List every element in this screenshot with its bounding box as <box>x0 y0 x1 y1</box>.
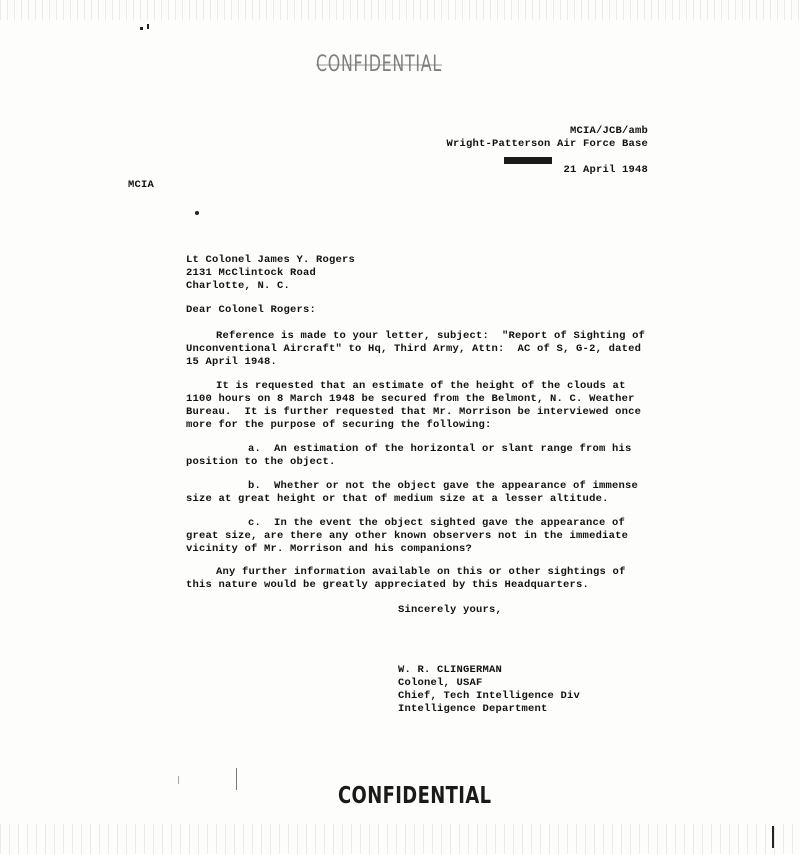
signature-department: Intelligence Department <box>398 703 548 715</box>
addressee-city: Charlotte, N. C. <box>186 280 291 292</box>
paragraph-3-line: this nature would be greatly appreciated by this Headquarters. <box>186 579 590 591</box>
file-reference: MCIA/JCB/amb <box>569 125 648 137</box>
scan-noise-bottom <box>0 824 800 854</box>
item-c-line: great size, are there any other known observers not in the immediate <box>186 530 629 542</box>
redaction-bar <box>504 157 552 164</box>
scan-mark <box>195 211 199 215</box>
base-name: Wright-Patterson Air Force Base <box>446 138 648 150</box>
paragraph-1-line: 15 April 1948. <box>186 356 278 368</box>
signature-title: Chief, Tech Intelligence Div <box>398 690 581 702</box>
signature-name: W. R. CLINGERMAN <box>398 664 503 676</box>
closing: Sincerely yours, <box>398 604 503 616</box>
signature-rank: Colonel, USAF <box>398 677 483 689</box>
addressee-name: Lt Colonel James Y. Rogers <box>186 254 356 266</box>
paragraph-2-line: 1100 hours on 8 March 1948 be secured from the Belmont, N. C. Weather <box>186 393 635 405</box>
scan-mark <box>178 776 179 784</box>
scan-mark <box>147 24 149 29</box>
office-symbol: MCIA <box>128 179 155 191</box>
paragraph-2-line: It is requested that an estimate of the height of the clouds at <box>216 380 626 392</box>
letter-date: 21 April 1948 <box>563 164 648 176</box>
addressee-street: 2131 McClintock Road <box>186 267 317 279</box>
redacted-line <box>446 151 648 164</box>
scan-mark <box>140 27 143 30</box>
item-b-line: b. Whether or not the object gave the appearance of immense <box>248 480 639 492</box>
item-c-line: vicinity of Mr. Morrison and his companions? <box>186 543 473 555</box>
item-a-line: position to the object. <box>186 456 336 468</box>
paragraph-1-line: Reference is made to your letter, subject: "Report of Sighting of <box>216 330 646 342</box>
item-c-line: c. In the event the object sighted gave the appearance of <box>248 517 626 529</box>
paragraph-3-line: Any further information available on this or other sightings of <box>216 566 626 578</box>
scan-noise-top <box>0 0 800 20</box>
letterhead <box>446 125 648 177</box>
salutation: Dear Colonel Rogers: <box>186 304 317 316</box>
item-a-line: a. An estimation of the horizontal or slant range from his <box>248 443 632 455</box>
item-b-line: size at great height or that of medium size at a lesser altitude. <box>186 493 609 505</box>
confidential-stamp-bottom: CONFIDENTIAL <box>338 783 492 809</box>
confidential-stamp-top: CONFIDENTIAL <box>316 52 442 77</box>
scan-mark <box>236 768 237 790</box>
paragraph-1-line: Unconventional Aircraft" to Hq, Third Army, Attn: AC of S, G-2, dated <box>186 343 642 355</box>
paragraph-2-line: Bureau. It is further requested that Mr. Morrison be interviewed once <box>186 406 642 418</box>
paragraph-2-line: more for the purpose of securing the following: <box>186 419 492 431</box>
